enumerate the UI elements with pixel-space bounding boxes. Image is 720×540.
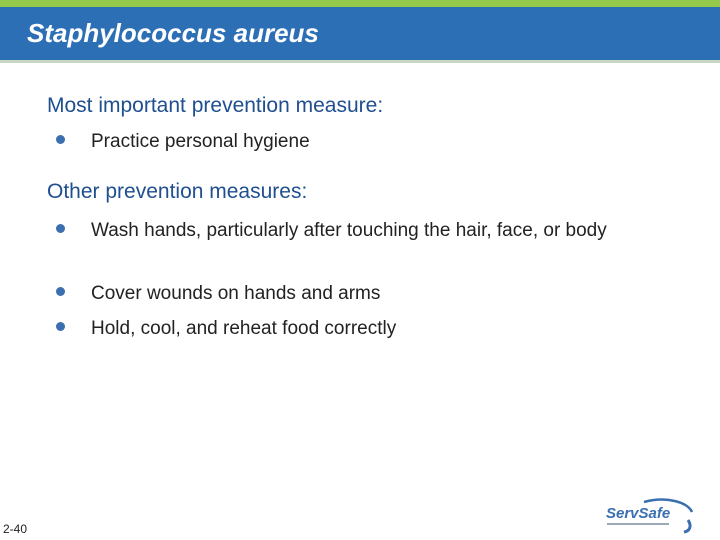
bullet-icon	[56, 322, 65, 331]
bullet-text: Cover wounds on hands and arms	[91, 283, 381, 304]
servsafe-logo	[604, 498, 696, 534]
bullet-icon	[56, 224, 65, 233]
logo-tagline-line	[607, 523, 669, 525]
bullet-text: Hold, cool, and reheat food correctly	[91, 318, 397, 339]
bullet-icon	[56, 287, 65, 296]
heading-other-measures: Other prevention measures:	[47, 180, 308, 203]
bullet-text: Practice personal hygiene	[91, 131, 310, 152]
logo-wordmark: ServSafe	[606, 505, 671, 522]
slide-number: 2-40	[3, 522, 28, 536]
bullet-icon	[56, 135, 65, 144]
top-accent-stripe	[0, 0, 720, 7]
list-item	[56, 315, 656, 342]
list-item	[56, 280, 656, 307]
list-item	[56, 217, 656, 244]
bullet-text: Wash hands, particularly after touching the hair, face, or body	[91, 220, 607, 241]
list-item	[56, 128, 656, 155]
heading-most-important: Most important prevention measure:	[47, 94, 384, 117]
title-bar-shade	[0, 60, 720, 63]
slide-title: Staphylococcus aureus	[27, 18, 319, 48]
